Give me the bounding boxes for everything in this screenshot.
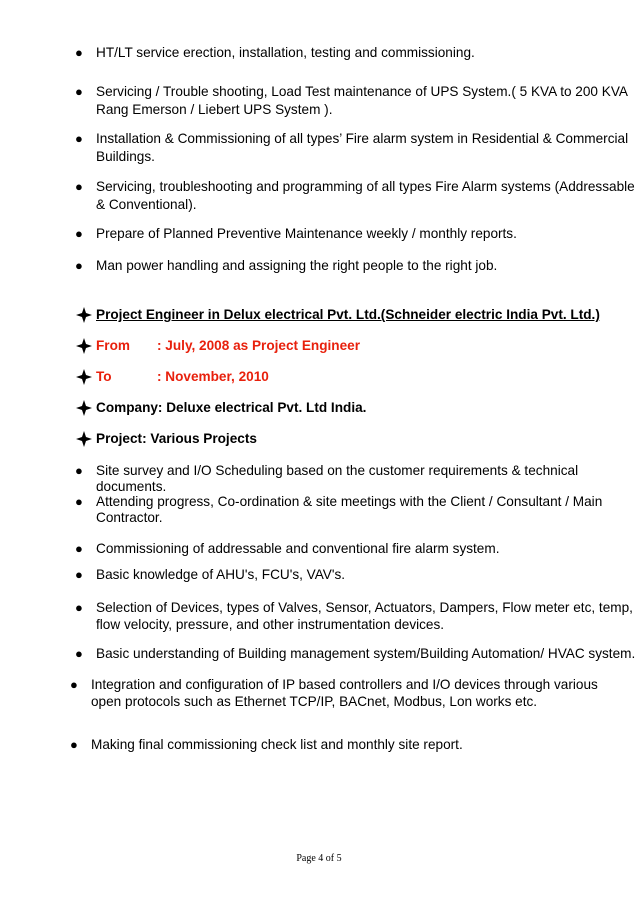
bullet-icon: ● <box>75 84 83 99</box>
list-item: Prepare of Planned Preventive Maintenance weekly / monthly reports. <box>96 226 517 241</box>
bullet-icon: ● <box>75 646 83 661</box>
list-item: Selection of Devices, types of Valves, Sensor, Actuators, Dampers, Flow meter etc, temp, <box>96 600 633 615</box>
diamond-bullet-icon <box>76 431 92 447</box>
bullet-icon: ● <box>75 541 83 556</box>
bullet-icon: ● <box>75 226 83 241</box>
list-item: HT/LT service erection, installation, testing and commissioning. <box>96 45 475 60</box>
bullet-icon: ● <box>70 737 78 752</box>
list-item: Servicing, troubleshooting and programming of all types Fire Alarm systems (Addressable <box>96 179 635 194</box>
list-item: Installation & Commissioning of all types’ Fire alarm system in Residential & Commercial <box>96 131 629 146</box>
bullet-icon: ● <box>75 463 83 478</box>
diamond-bullet-icon <box>76 338 92 354</box>
list-item-continuation: Rang Emerson / Liebert UPS System ). <box>96 102 333 117</box>
list-item-continuation: Contractor. <box>96 510 163 525</box>
list-item-continuation: documents. <box>96 479 167 494</box>
bullet-icon: ● <box>75 567 83 582</box>
list-item-continuation: Buildings. <box>96 149 155 164</box>
list-item: Site survey and I/O Scheduling based on the customer requirements & technical <box>96 463 579 478</box>
list-item: Attending progress, Co-ordination & site meetings with the Client / Consultant / Main <box>96 494 603 509</box>
list-item-continuation: & Conventional). <box>96 197 197 212</box>
job-title: Project Engineer in Delux electrical Pvt. Ltd.(Schneider electric India Pvt. Ltd.) <box>96 307 600 322</box>
from-label: From <box>96 338 130 353</box>
list-item-continuation: flow velocity, pressure, and other instrumentation devices. <box>96 617 445 632</box>
list-item: Man power handling and assigning the right people to the right job. <box>96 258 498 273</box>
list-item-continuation: open protocols such as Ethernet TCP/IP, BACnet, Modbus, Lon works etc. <box>91 694 538 709</box>
list-item: Commissioning of addressable and conventional fire alarm system. <box>96 541 500 556</box>
project-line: Project: Various Projects <box>96 431 257 446</box>
diamond-bullet-icon <box>76 307 92 323</box>
page-number: Page 4 of 5 <box>296 853 342 864</box>
list-item: Integration and configuration of IP based controllers and I/O devices through various <box>91 677 598 692</box>
bullet-icon: ● <box>75 600 83 615</box>
diamond-bullet-icon <box>76 400 92 416</box>
bullet-icon: ● <box>75 131 83 146</box>
list-item: Servicing / Trouble shooting, Load Test maintenance of UPS System.( 5 KVA to 200 KVA <box>96 84 628 99</box>
bullet-icon: ● <box>75 494 83 509</box>
diamond-bullet-icon <box>76 369 92 385</box>
to-value: : November, 2010 <box>157 369 269 384</box>
from-value: : July, 2008 as Project Engineer <box>157 338 360 353</box>
list-item: Basic understanding of Building management system/Building Automation/ HVAC system. <box>96 646 636 661</box>
list-item: Basic knowledge of AHU's, FCU's, VAV's. <box>96 567 346 582</box>
list-item: Making final commissioning check list and monthly site report. <box>91 737 463 752</box>
to-label: To <box>96 369 112 384</box>
company-line: Company: Deluxe electrical Pvt. Ltd India. <box>96 400 367 415</box>
bullet-icon: ● <box>75 258 83 273</box>
bullet-icon: ● <box>75 45 83 60</box>
bullet-icon: ● <box>75 179 83 194</box>
bullet-icon: ● <box>70 677 78 692</box>
